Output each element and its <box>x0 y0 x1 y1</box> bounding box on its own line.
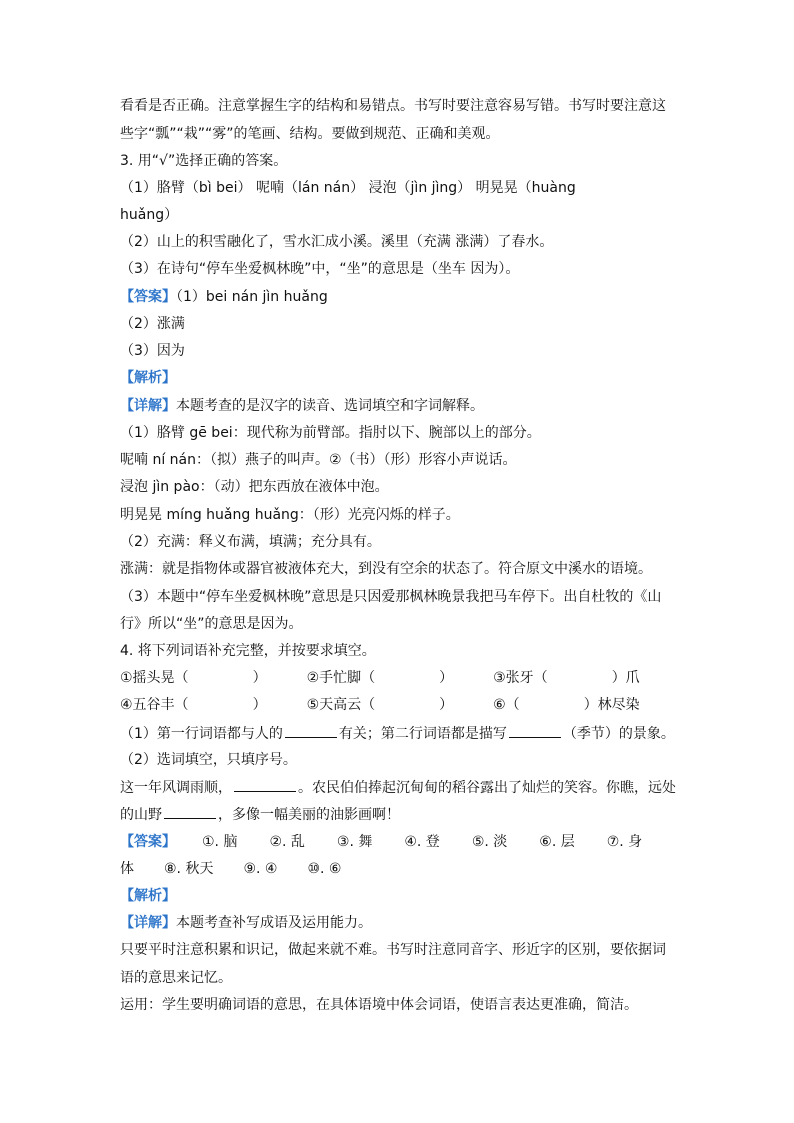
detail-tag: 【详解】 <box>120 398 176 414</box>
q3-detail-1: （1）胳臂 gē bei：现代称为前臂部。指肘以下、腕部以上的部分。 <box>120 425 541 441</box>
q4-row-2 <box>120 695 680 715</box>
q4-answer-8: ⑧. 秋天 <box>164 861 214 877</box>
q3-detail-4: 明晃晃 míng huǎng huǎng：（形）光亮闪烁的样子。 <box>120 507 460 523</box>
q4-item-1-close: ） <box>252 670 267 686</box>
fill-blank[interactable] <box>509 723 561 738</box>
q3-answer-line <box>120 287 680 307</box>
q4-answer-4: ④. 登 <box>404 834 440 850</box>
q4-answer-5: ⑤. 淡 <box>471 834 508 850</box>
q4-item-3: ③张牙（ <box>493 670 548 686</box>
q3-detail-7: （3）本题中“停车坐爱枫林晚”意思是只因爱那枫林晚景我把马车停下。出自杜牧的《山 <box>120 589 662 605</box>
answer-tag: 【答案】 <box>120 289 176 305</box>
q4-sub-1 <box>120 723 680 743</box>
q3-detail-5: （2）充满：释义布满，填满；充分具有。 <box>120 534 381 550</box>
q4-item-3-close: ）爪 <box>611 670 640 686</box>
q4-answer-7: ⑦. 身 <box>606 834 643 850</box>
q4-sub-1-b: 有关；第二行词语都是描写 <box>338 726 507 742</box>
intro-line-2: 些字“瓢”“栽”“雾”的笔画、结构。要做到规范、正确和美观。 <box>120 126 500 142</box>
q4-sub-3 <box>120 777 680 797</box>
q4-detail-2: 语的意思来记忆。 <box>120 970 232 986</box>
q4-row-1 <box>120 668 680 688</box>
q4-item-4-close: ） <box>252 697 267 713</box>
q3-part1-a: （1）胳臂（bì bei） 呢喃（lán nán） 浸泡（jìn jìng） 明晃晃（huàng <box>120 180 576 196</box>
q3-detail-3: 浸泡 jìn pào：（动）把东西放在液体中泡。 <box>120 479 389 495</box>
q4-item-5-close: ） <box>439 697 454 713</box>
q3-part2: （2）山上的积雪融化了，雪水汇成小溪。溪里（充满 涨满）了春水。 <box>120 234 554 250</box>
q4-sub-1-a: （1）第一行词语都与人的 <box>120 726 283 742</box>
q4-analysis-tag: 【解析】 <box>120 888 176 904</box>
q4-sub-4-b: ，多像一幅美丽的油影画啊！ <box>218 807 400 823</box>
q4-sub-3-a: 这一年风调雨顺， <box>120 780 232 796</box>
q4-sub-4 <box>120 804 680 824</box>
q4-item-1: ①摇头晃（ <box>120 670 189 686</box>
q3-answer-3: （3）因为 <box>120 343 185 359</box>
q4-detail-1: 只要平时注意积累和识记，做起来就不难。书写时注意同音字、形近字的区别，要依据词 <box>120 942 666 958</box>
q3-part1-b: huǎng） <box>120 207 179 223</box>
answer-tag: 【答案】 <box>120 834 176 850</box>
intro-line-1: 看看是否正确。注意掌握生字的结构和易错点。书写时要注意容易写错。书写时要注意这 <box>120 98 666 114</box>
q4-item-5: ⑤天高云（ <box>306 697 376 713</box>
q4-answer-6: ⑥. 层 <box>539 834 575 850</box>
q3-answer-1: （1）bei nán jìn huǎng <box>176 289 328 305</box>
q4-item-4: ④五谷丰（ <box>120 697 189 713</box>
q3-detail-line <box>120 396 680 416</box>
q4-detail-line <box>120 913 680 933</box>
q3-detail-6: 涨满：就是指物体或器官被液体充大，到没有空余的状态了。符合原文中溪水的语境。 <box>120 561 652 577</box>
q4-item-6: ⑥（ <box>493 697 520 713</box>
q4-answer-10: ⑩. ⑥ <box>307 861 342 877</box>
q3-title: 3. 用“√”选择正确的答案。 <box>120 153 288 169</box>
q4-sub-1-c: （季节）的景象。 <box>562 726 675 742</box>
q3-detail-2: 呢喃 ní nán：（拟）燕子的叫声。②（书）（形）形容小声说话。 <box>120 452 517 468</box>
q3-detail: 本题考查的是汉字的读音、选词填空和字词解释。 <box>176 398 484 414</box>
q4-detail-3: 运用：学生要明确词语的意思，在具体语境中体会词语，使语言表达更准确，简洁。 <box>120 997 638 1013</box>
q4-answer-1: ①. 脑 <box>202 834 238 850</box>
q3-detail-8: 行》所以“坐”的意思是因为。 <box>120 616 303 632</box>
fill-blank[interactable] <box>164 804 216 819</box>
q4-detail: 本题考查补写成语及运用能力。 <box>176 915 372 931</box>
q4-title: 4. 将下列词语补充完整，并按要求填空。 <box>120 643 376 659</box>
q4-item-6-close: ）林尽染 <box>583 697 640 713</box>
q4-answer-7b: 体 <box>120 861 134 877</box>
q4-answer-3: ③. 舞 <box>336 834 373 850</box>
q4-sub-2: （2）选词填空，只填序号。 <box>120 752 297 768</box>
q4-sub-3-b: 。农民伯伯捧起沉甸甸的稻谷露出了灿烂的笑容。你瞧，远处 <box>298 780 676 796</box>
q4-answer-line-2 <box>120 859 680 879</box>
detail-tag: 【详解】 <box>120 915 176 931</box>
q3-part3: （3）在诗句“停车坐爱枫林晚”中，“坐”的意思是（坐车 因为）。 <box>120 261 520 277</box>
q4-answer-line <box>120 832 680 852</box>
q4-item-2: ②手忙脚（ <box>306 670 376 686</box>
q4-sub-4-a: 的山野 <box>120 807 162 823</box>
fill-blank[interactable] <box>285 723 337 738</box>
q3-answer-2: （2）涨满 <box>120 316 185 332</box>
q4-item-2-close: ） <box>439 670 454 686</box>
fill-blank[interactable] <box>234 777 296 792</box>
q4-answer-2: ②. 乱 <box>269 834 305 850</box>
q4-answer-9: ⑨. ④ <box>243 861 278 877</box>
q3-analysis-tag: 【解析】 <box>120 370 176 386</box>
